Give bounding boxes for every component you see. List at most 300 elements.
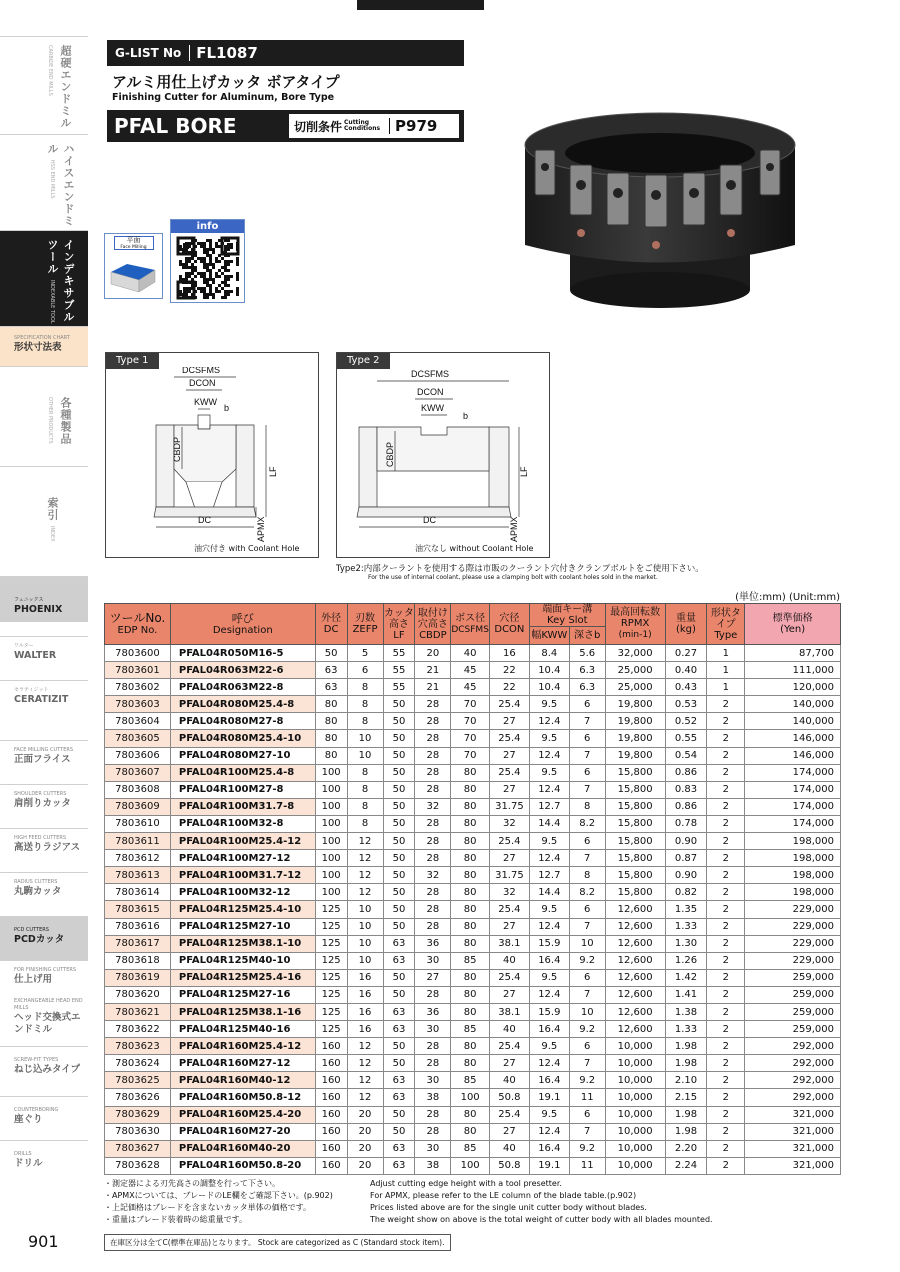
table-cell: 22: [489, 679, 529, 696]
table-cell: 32: [489, 884, 529, 901]
table-cell: 15.9: [529, 1003, 569, 1020]
table-cell: 12: [347, 1038, 383, 1055]
cond-jp: 切削条件: [294, 119, 343, 134]
table-cell: 19,800: [605, 730, 665, 747]
t2-dc: DC: [423, 515, 436, 525]
table-cell: 0.82: [665, 884, 707, 901]
table-cell: 50: [383, 764, 415, 781]
note-jp-3: ・上記価格はブレードを含まないカッタ単体の価格です。: [104, 1203, 311, 1212]
glist-label: G-LIST No: [115, 46, 182, 60]
table-cell: 7803605: [105, 730, 171, 747]
table-cell: 10: [347, 730, 383, 747]
type2-note-en: For the use of internal coolant, please use a clamping bolt with coolant holes sold in the market.: [368, 574, 658, 581]
th-zefp: 刃数 ZEFP: [347, 604, 383, 645]
table-cell: PFAL04R125M40-10: [170, 952, 315, 969]
table-cell: 12.4: [529, 918, 569, 935]
table-cell: 38: [415, 1157, 451, 1174]
table-cell: 28: [415, 1106, 451, 1123]
table-cell: 10,000: [605, 1123, 665, 1140]
table-cell: 100: [315, 867, 347, 884]
sidebar-item-finishing[interactable]: FOR FINISHING CUTTERS 仕上げ用: [0, 960, 88, 992]
table-cell: 198,000: [745, 884, 841, 901]
table-cell: 80: [451, 764, 490, 781]
table-cell: 1.98: [665, 1106, 707, 1123]
table-cell: 28: [415, 986, 451, 1003]
sidebar-item-head[interactable]: EXCHANGEABLE HEAD END MILLS ヘッド交換式エンドミル: [14, 998, 83, 1035]
table-cell: 7: [569, 850, 605, 867]
sidebar-spec-chart[interactable]: SPECIFICATION CHART 形状寸法表: [0, 326, 88, 366]
t1-b: b: [224, 403, 230, 413]
t1-kww: KWW: [194, 397, 217, 407]
table-cell: 2: [707, 1123, 745, 1140]
table-cell: 10: [347, 935, 383, 952]
table-cell: 27: [489, 781, 529, 798]
qr-code-icon: [171, 233, 244, 302]
table-cell: 7803609: [105, 798, 171, 815]
table-cell: PFAL04R100M32-8: [170, 815, 315, 832]
t2-dcsfms: DCSFMS: [411, 369, 449, 379]
table-cell: 1.38: [665, 1003, 707, 1020]
table-cell: 12.4: [529, 986, 569, 1003]
table-row: [105, 713, 841, 730]
table-cell: 85: [451, 1140, 490, 1157]
table-cell: 28: [415, 781, 451, 798]
table-cell: 2.10: [665, 1072, 707, 1089]
table-cell: 45: [451, 662, 490, 679]
table-cell: 19,800: [605, 747, 665, 764]
table-cell: 15.9: [529, 935, 569, 952]
table-cell: PFAL04R160M25.4-20: [170, 1106, 315, 1123]
table-row: [105, 1106, 841, 1123]
table-cell: 8: [347, 815, 383, 832]
table-cell: 100: [315, 798, 347, 815]
type2-note-jp: Type2:内部クーラントを使用する際は市販のクーラント穴付きクランプボルトをご使用下さい。: [336, 564, 704, 574]
table-cell: 2: [707, 918, 745, 935]
table-cell: 7803604: [105, 713, 171, 730]
table-cell: 80: [451, 918, 490, 935]
table-cell: 12.7: [529, 798, 569, 815]
sidebar-brand-ceratizit[interactable]: セラティジット CERATIZIT: [0, 680, 88, 724]
table-cell: 0.86: [665, 764, 707, 781]
table-cell: PFAL04R080M27-8: [170, 713, 315, 730]
cutter-product-image: [515, 105, 805, 315]
table-cell: PFAL04R125M38.1-10: [170, 935, 315, 952]
table-cell: 7: [569, 1123, 605, 1140]
table-cell: 259,000: [745, 969, 841, 986]
table-cell: PFAL04R160M40-20: [170, 1140, 315, 1157]
sidebar-tab-hss[interactable]: ハイスエンドミル HSS END MILLS: [0, 134, 88, 230]
table-row: [105, 1157, 841, 1174]
table-cell: 40: [489, 1021, 529, 1038]
notes-jp: [104, 1178, 369, 1226]
table-cell: 0.52: [665, 713, 707, 730]
table-cell: 50: [383, 1123, 415, 1140]
table-cell: 63: [315, 662, 347, 679]
table-cell: 2: [707, 935, 745, 952]
sidebar-brand-phoenix[interactable]: フェニックス PHOENIX: [0, 576, 88, 622]
table-cell: 12: [347, 1072, 383, 1089]
table-cell: 10,000: [605, 1072, 665, 1089]
table-cell: 7: [569, 713, 605, 730]
table-cell: 125: [315, 918, 347, 935]
table-cell: 10,000: [605, 1157, 665, 1174]
table-cell: 50: [383, 798, 415, 815]
sidebar-item-pcd[interactable]: PCD CUTTERS PCDカッタ: [0, 916, 88, 960]
table-cell: 198,000: [745, 850, 841, 867]
table-cell: 160: [315, 1123, 347, 1140]
table-cell: 2: [707, 1106, 745, 1123]
table-cell: PFAL04R080M25.4-10: [170, 730, 315, 747]
sidebar-tab-carbide[interactable]: 超硬エンドミル CARBIDE END MILLS: [0, 36, 88, 134]
table-cell: 55: [383, 645, 415, 662]
table-cell: 80: [315, 713, 347, 730]
table-cell: 7803612: [105, 850, 171, 867]
table-cell: 50: [383, 986, 415, 1003]
table-cell: 12,600: [605, 935, 665, 952]
table-cell: 9.5: [529, 730, 569, 747]
table-cell: 100: [315, 815, 347, 832]
table-cell: 146,000: [745, 730, 841, 747]
table-cell: 174,000: [745, 798, 841, 815]
table-cell: 10,000: [605, 1055, 665, 1072]
table-cell: 100: [315, 884, 347, 901]
th-kww: 幅KWW: [529, 627, 569, 645]
table-cell: PFAL04R100M25.4-8: [170, 764, 315, 781]
table-cell: 16: [347, 1003, 383, 1020]
table-cell: 28: [415, 730, 451, 747]
th-rpmx: 最高回転数 RPMX (min-1): [605, 604, 665, 645]
table-cell: 7803628: [105, 1157, 171, 1174]
table-row: [105, 679, 841, 696]
table-row: [105, 798, 841, 815]
table-cell: 8: [347, 696, 383, 713]
table-cell: 6: [569, 901, 605, 918]
sidebar-item-screw[interactable]: SCREW-FIT TYPES ねじ込みタイプ: [0, 1046, 88, 1096]
table-cell: 7803614: [105, 884, 171, 901]
table-cell: 80: [451, 986, 490, 1003]
table-cell: 9.5: [529, 833, 569, 850]
table-cell: 140,000: [745, 713, 841, 730]
table-cell: 2: [707, 713, 745, 730]
th-boss: ボス径 DCSFMS: [451, 604, 490, 645]
table-cell: 10: [347, 952, 383, 969]
table-cell: 16.4: [529, 952, 569, 969]
title-jp: アルミ用仕上げカッタ ボアタイプ: [112, 73, 340, 91]
table-cell: 2: [707, 815, 745, 832]
table-cell: 7803626: [105, 1089, 171, 1106]
type1-label: Type 1: [106, 353, 159, 369]
table-row: [105, 1055, 841, 1072]
table-cell: 10,000: [605, 1140, 665, 1157]
table-cell: 2: [707, 850, 745, 867]
table-cell: 2: [707, 1157, 745, 1174]
table-cell: 8.2: [569, 815, 605, 832]
table-cell: 36: [415, 1003, 451, 1020]
table-cell: 28: [415, 747, 451, 764]
table-cell: 12.4: [529, 713, 569, 730]
table-cell: PFAL04R125M25.4-10: [170, 901, 315, 918]
table-cell: 160: [315, 1072, 347, 1089]
table-cell: 2: [707, 1055, 745, 1072]
table-cell: 229,000: [745, 935, 841, 952]
table-cell: 70: [451, 747, 490, 764]
table-cell: 50: [383, 815, 415, 832]
table-cell: 100: [315, 850, 347, 867]
table-cell: 19.1: [529, 1089, 569, 1106]
table-cell: 7803619: [105, 969, 171, 986]
table-cell: 6: [569, 1106, 605, 1123]
sidebar-item-face[interactable]: FACE MILLING CUTTERS 正面フライス: [0, 740, 88, 784]
table-cell: 32: [415, 798, 451, 815]
t1-dcon: DCON: [189, 378, 216, 388]
table-cell: 80: [451, 1055, 490, 1072]
table-cell: 7: [569, 918, 605, 935]
table-cell: 160: [315, 1038, 347, 1055]
info-label: info: [171, 220, 244, 233]
table-cell: 174,000: [745, 815, 841, 832]
sidebar-item-shoulder[interactable]: SHOULDER CUTTERS 肩削りカッタ: [0, 784, 88, 828]
table-cell: 7803622: [105, 1021, 171, 1038]
table-cell: 7803611: [105, 833, 171, 850]
table-cell: 259,000: [745, 986, 841, 1003]
table-cell: 1.35: [665, 901, 707, 918]
sidebar-tab-index[interactable]: 索引 INDEX: [0, 466, 88, 576]
table-cell: PFAL04R063M22-8: [170, 679, 315, 696]
table-cell: 2: [707, 696, 745, 713]
table-cell: 55: [383, 662, 415, 679]
drawing-type1: [105, 352, 319, 558]
table-cell: PFAL04R050M16-5: [170, 645, 315, 662]
table-cell: 198,000: [745, 867, 841, 884]
table-cell: 50: [383, 696, 415, 713]
table-cell: 0.87: [665, 850, 707, 867]
type1-caption: 油穴付き with Coolant Hole: [194, 544, 300, 553]
table-cell: 50: [383, 1038, 415, 1055]
table-cell: 50: [383, 969, 415, 986]
table-cell: 259,000: [745, 1003, 841, 1020]
table-cell: 15,800: [605, 781, 665, 798]
table-cell: 7803607: [105, 764, 171, 781]
table-cell: 0.83: [665, 781, 707, 798]
cutting-conditions-link[interactable]: [289, 114, 459, 138]
table-cell: PFAL04R063M22-6: [170, 662, 315, 679]
table-cell: 25.4: [489, 764, 529, 781]
table-cell: 30: [415, 1140, 451, 1157]
sidebar-brand-walter[interactable]: ワルター WALTER: [0, 636, 88, 680]
th-cbdp: 取付け穴高さ CBDP: [415, 604, 451, 645]
t2-lf: LF: [519, 466, 529, 477]
th-lf: カッタ高さ LF: [383, 604, 415, 645]
t1-dc: DC: [198, 515, 211, 525]
table-cell: 125: [315, 986, 347, 1003]
table-cell: 80: [451, 935, 490, 952]
glist-number: FL1087: [196, 44, 258, 62]
table-cell: 50: [383, 884, 415, 901]
table-cell: 16: [489, 645, 529, 662]
table-cell: 25.4: [489, 1106, 529, 1123]
table-cell: 0.27: [665, 645, 707, 662]
t1-cbdp: CBDP: [172, 436, 182, 462]
table-cell: 15,800: [605, 833, 665, 850]
table-cell: 2: [707, 1089, 745, 1106]
table-cell: 11: [569, 1157, 605, 1174]
table-cell: 50: [383, 918, 415, 935]
t2-b: b: [463, 411, 469, 421]
table-cell: 16: [347, 969, 383, 986]
table-cell: 0.90: [665, 867, 707, 884]
table-cell: 2: [707, 1003, 745, 1020]
table-cell: PFAL04R100M27-8: [170, 781, 315, 798]
table-row: [105, 901, 841, 918]
table-cell: 50.8: [489, 1089, 529, 1106]
table-cell: 28: [415, 713, 451, 730]
table-cell: 1.41: [665, 986, 707, 1003]
sidebar-item-highfeed[interactable]: HIGH FEED CUTTERS 高送りラジアス: [0, 828, 88, 872]
table-cell: 80: [451, 815, 490, 832]
table-cell: 32: [415, 867, 451, 884]
table-cell: 40: [489, 1072, 529, 1089]
t2-kww: KWW: [421, 403, 444, 413]
table-cell: 63: [383, 935, 415, 952]
table-row: [105, 867, 841, 884]
table-cell: 292,000: [745, 1038, 841, 1055]
table-cell: 19,800: [605, 696, 665, 713]
table-cell: 28: [415, 764, 451, 781]
info-qr[interactable]: [170, 219, 245, 303]
table-cell: 292,000: [745, 1072, 841, 1089]
table-row: [105, 662, 841, 679]
table-cell: PFAL04R125M40-16: [170, 1021, 315, 1038]
table-cell: 28: [415, 815, 451, 832]
table-cell: 16.4: [529, 1140, 569, 1157]
table-row: [105, 781, 841, 798]
table-cell: 7803601: [105, 662, 171, 679]
table-cell: 7803627: [105, 1140, 171, 1157]
table-cell: 20: [347, 1106, 383, 1123]
table-cell: 7803615: [105, 901, 171, 918]
table-cell: 6: [569, 730, 605, 747]
table-cell: 100: [451, 1157, 490, 1174]
table-cell: 8: [347, 713, 383, 730]
table-cell: 27: [415, 969, 451, 986]
table-cell: 7803629: [105, 1106, 171, 1123]
table-row: [105, 747, 841, 764]
table-cell: 12,600: [605, 918, 665, 935]
table-cell: 25.4: [489, 833, 529, 850]
sidebar-tab-other[interactable]: 各種製品 OTHER PRODUCTS: [0, 366, 88, 466]
table-cell: 21: [415, 662, 451, 679]
table-cell: 25.4: [489, 901, 529, 918]
table-cell: PFAL04R125M27-16: [170, 986, 315, 1003]
table-cell: 70: [451, 696, 490, 713]
table-cell: 25,000: [605, 662, 665, 679]
th-kb: 深さb: [569, 627, 605, 645]
product-title: PFAL BORE: [114, 114, 237, 138]
cond-en: Cutting Conditions: [344, 119, 381, 132]
table-cell: PFAL04R100M25.4-12: [170, 833, 315, 850]
sidebar-item-radius[interactable]: RADIUS CUTTERS 丸駒カッタ: [0, 872, 88, 916]
table-cell: PFAL04R125M38.1-16: [170, 1003, 315, 1020]
table-cell: 25.4: [489, 1038, 529, 1055]
table-cell: 321,000: [745, 1157, 841, 1174]
table-cell: 1.42: [665, 969, 707, 986]
table-cell: 198,000: [745, 833, 841, 850]
table-cell: 321,000: [745, 1140, 841, 1157]
table-cell: 7: [569, 1055, 605, 1072]
sidebar-item-counterbore[interactable]: COUNTERBORING 座ぐり: [0, 1096, 88, 1140]
table-row: [105, 1123, 841, 1140]
table-cell: 10: [347, 918, 383, 935]
table-cell: 19,800: [605, 713, 665, 730]
table-cell: 259,000: [745, 1021, 841, 1038]
table-cell: 0.55: [665, 730, 707, 747]
note-en-4: The weight show on above is the total weight of cutter body with all blades mounted.: [370, 1215, 713, 1224]
table-cell: 0.54: [665, 747, 707, 764]
table-cell: 2: [707, 884, 745, 901]
table-cell: 1.33: [665, 1021, 707, 1038]
table-cell: 50: [383, 1055, 415, 1072]
table-cell: 140,000: [745, 696, 841, 713]
table-row: [105, 952, 841, 969]
table-cell: 321,000: [745, 1123, 841, 1140]
table-cell: 6: [569, 969, 605, 986]
table-cell: 20: [347, 1123, 383, 1140]
table-cell: 12.4: [529, 781, 569, 798]
table-cell: 55: [383, 679, 415, 696]
table-cell: 40: [451, 645, 490, 662]
table-cell: 9.5: [529, 901, 569, 918]
table-cell: 7803617: [105, 935, 171, 952]
table-cell: 9.5: [529, 764, 569, 781]
table-cell: 7803606: [105, 747, 171, 764]
table-cell: 12,600: [605, 986, 665, 1003]
table-cell: 6: [569, 696, 605, 713]
table-cell: 7803620: [105, 986, 171, 1003]
table-cell: 2: [707, 1140, 745, 1157]
table-cell: 7803613: [105, 867, 171, 884]
table-cell: 2: [707, 730, 745, 747]
table-cell: 1.26: [665, 952, 707, 969]
table-cell: 15,800: [605, 815, 665, 832]
table-cell: 32: [489, 815, 529, 832]
cond-page: P979: [395, 117, 438, 135]
face-milling-icon: [104, 233, 163, 299]
table-cell: 12.4: [529, 1123, 569, 1140]
table-cell: 9.2: [569, 1072, 605, 1089]
table-cell: 229,000: [745, 901, 841, 918]
table-cell: 27: [489, 713, 529, 730]
sidebar-item-drills[interactable]: DRILLS ドリル: [0, 1140, 88, 1184]
table-cell: PFAL04R160M25.4-12: [170, 1038, 315, 1055]
th-price: 標準価格 (Yen): [745, 604, 841, 645]
table-cell: 30: [415, 952, 451, 969]
table-cell: 50: [315, 645, 347, 662]
sidebar-tab-indexable[interactable]: インデキサブルツール INDEXABLE TOOL: [0, 230, 88, 326]
table-cell: 12: [347, 1055, 383, 1072]
table-cell: 27: [489, 1123, 529, 1140]
table-cell: 160: [315, 1157, 347, 1174]
table-cell: 160: [315, 1106, 347, 1123]
table-cell: 15,800: [605, 850, 665, 867]
table-row: [105, 1038, 841, 1055]
th-hole: 穴径 DCON: [489, 604, 529, 645]
th-tool: ツールNo. EDP No.: [105, 604, 171, 645]
notes-en: [370, 1178, 840, 1226]
table-cell: 10: [347, 747, 383, 764]
table-row: [105, 1021, 841, 1038]
page-number: 901: [28, 1232, 59, 1251]
table-cell: 80: [315, 747, 347, 764]
